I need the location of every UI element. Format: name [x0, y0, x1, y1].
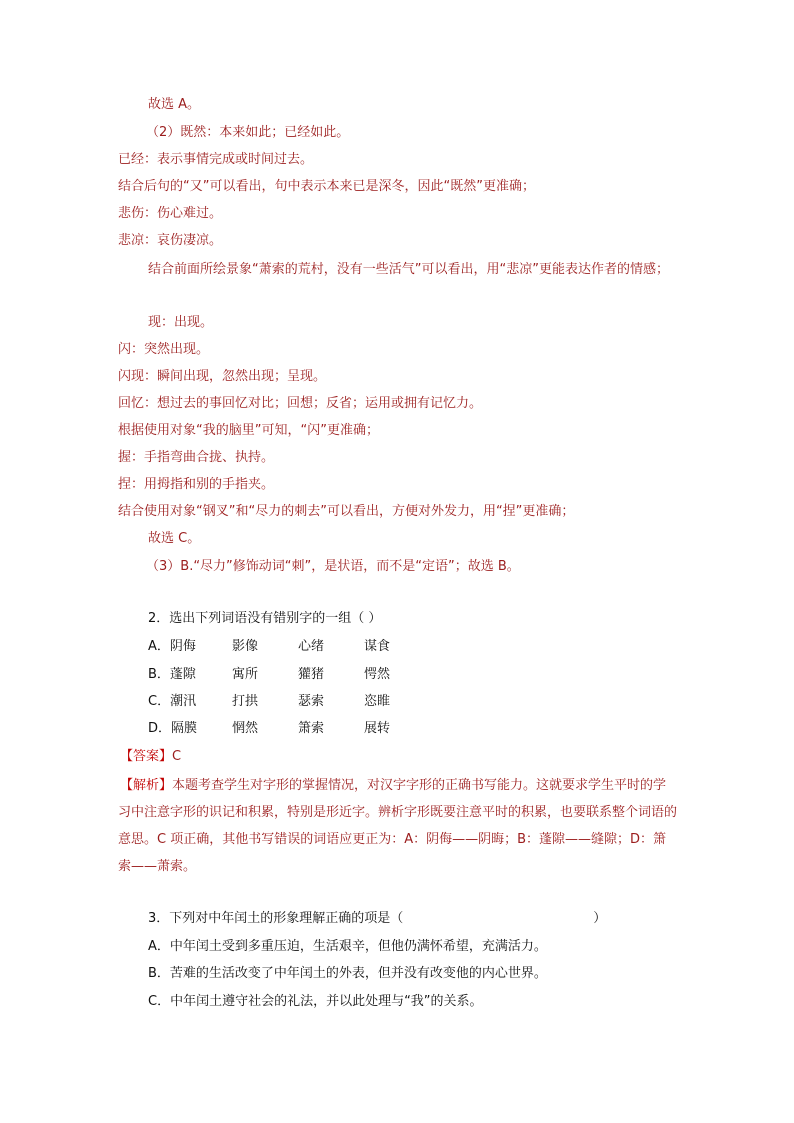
question-2-option-c: [148, 693, 390, 711]
option-word: 寓所: [232, 667, 259, 682]
explanation-line: 结合后句的“又”可以看出，句中表示本来已是深冬，因此“既然”更准确；: [118, 179, 535, 194]
explanation-line: 悲伤：伤心难过。: [118, 206, 223, 221]
question-2-option-d: [148, 720, 390, 738]
explanation-line: 悲凉：哀伤凄凉。: [118, 233, 223, 248]
option-word: 恣睢: [364, 694, 391, 709]
option-label: D．隔膜: [148, 721, 198, 736]
option-word: 心绪: [298, 639, 325, 654]
question-3-option-b: B．苦难的生活改变了中年闰土的外表，但并没有改变他的内心世界。: [148, 966, 547, 981]
question-2-option-b: [148, 666, 390, 684]
explanation-line: 根据使用对象“我的脑里”可知，“闪”更准确；: [118, 423, 379, 438]
option-label: C．潮汛: [148, 694, 197, 709]
option-word: 箫索: [298, 721, 325, 736]
question-3-option-a: A．中年闰土受到多重压迫，生活艰辛，但他仍满怀希望，充满活力。: [148, 939, 547, 954]
option-word: 獾猪: [298, 667, 325, 682]
option-word: 惘然: [232, 721, 259, 736]
analysis-text: 本题考查学生对字形的掌握情况，对汉字字形的正确书写能力。这就要求学生平时的学习中注意字形的识记和积累，特别是形近字。辨析字形既要注意平时的积累，也要联系整个词语的意思。C 项正确，其他书写错误的词语应更正为：A：阴侮——阴晦；B：蓬隙——缝隙；D：箫索——萧索。: [118, 778, 678, 874]
explanation-line: 握：手指弯曲合拢、执持。: [118, 450, 275, 465]
explanation-line: 闪：突然出现。: [118, 342, 210, 357]
explanation-line: （3）B.“尽力”修饰动词“刺”，是状语，而不是“定语”；故选 B。: [146, 559, 520, 574]
explanation-line: 结合使用对象“钢叉”和“尽力的刺去”可以看出，方便对外发力，用“捏”更准确；: [118, 504, 575, 519]
explanation-line: 故选 C。: [148, 531, 201, 546]
explanation-line: 捏：用拇指和别的手指夹。: [118, 477, 275, 492]
explanation-line: 已经：表示事情完成或时间过去。: [118, 152, 314, 167]
explanation-line: 回忆：想过去的事回忆对比；回想；反省；运用或拥有记忆力。: [118, 396, 483, 411]
question-3-stem: [148, 910, 606, 928]
option-word: 打拱: [232, 694, 259, 709]
question-2-stem: 2．选出下列词语没有错别字的一组（ ）: [148, 611, 382, 626]
answer-line: [120, 748, 181, 766]
option-word: 谋食: [364, 639, 391, 654]
question-3-stem-text: 3．下列对中年闰土的形象理解正确的项是（: [148, 911, 404, 926]
explanation-line: 闪现：瞬间出现，忽然出现；呈现。: [118, 369, 327, 384]
answer-tag: 【答案】: [120, 749, 173, 764]
option-word: 展转: [364, 721, 391, 736]
question-2-option-a: [148, 638, 390, 656]
answer-value: C: [172, 749, 182, 764]
explanation-paragraph: 结合前面所绘景象“萧索的荒村，没有一些活气”可以看出，用“悲凉”更能表达作者的情感；: [148, 262, 669, 277]
explanation-line: 故选 A。: [148, 97, 201, 112]
question-3-stem-end: ）: [593, 911, 607, 926]
option-label: B．蓬隙: [148, 667, 196, 682]
analysis-paragraph: [118, 772, 678, 880]
option-word: 瑟索: [298, 694, 325, 709]
option-label: A．阴侮: [148, 639, 196, 654]
explanation-line: 现：出现。: [148, 315, 214, 330]
option-word: 愕然: [364, 667, 391, 682]
question-3-option-c: C．中年闰土遵守社会的礼法，并以此处理与“我”的关系。: [148, 994, 483, 1009]
option-word: 影像: [232, 639, 259, 654]
explanation-line: （2）既然：本来如此；已经如此。: [146, 125, 350, 140]
analysis-tag: 【解析】: [120, 778, 173, 793]
